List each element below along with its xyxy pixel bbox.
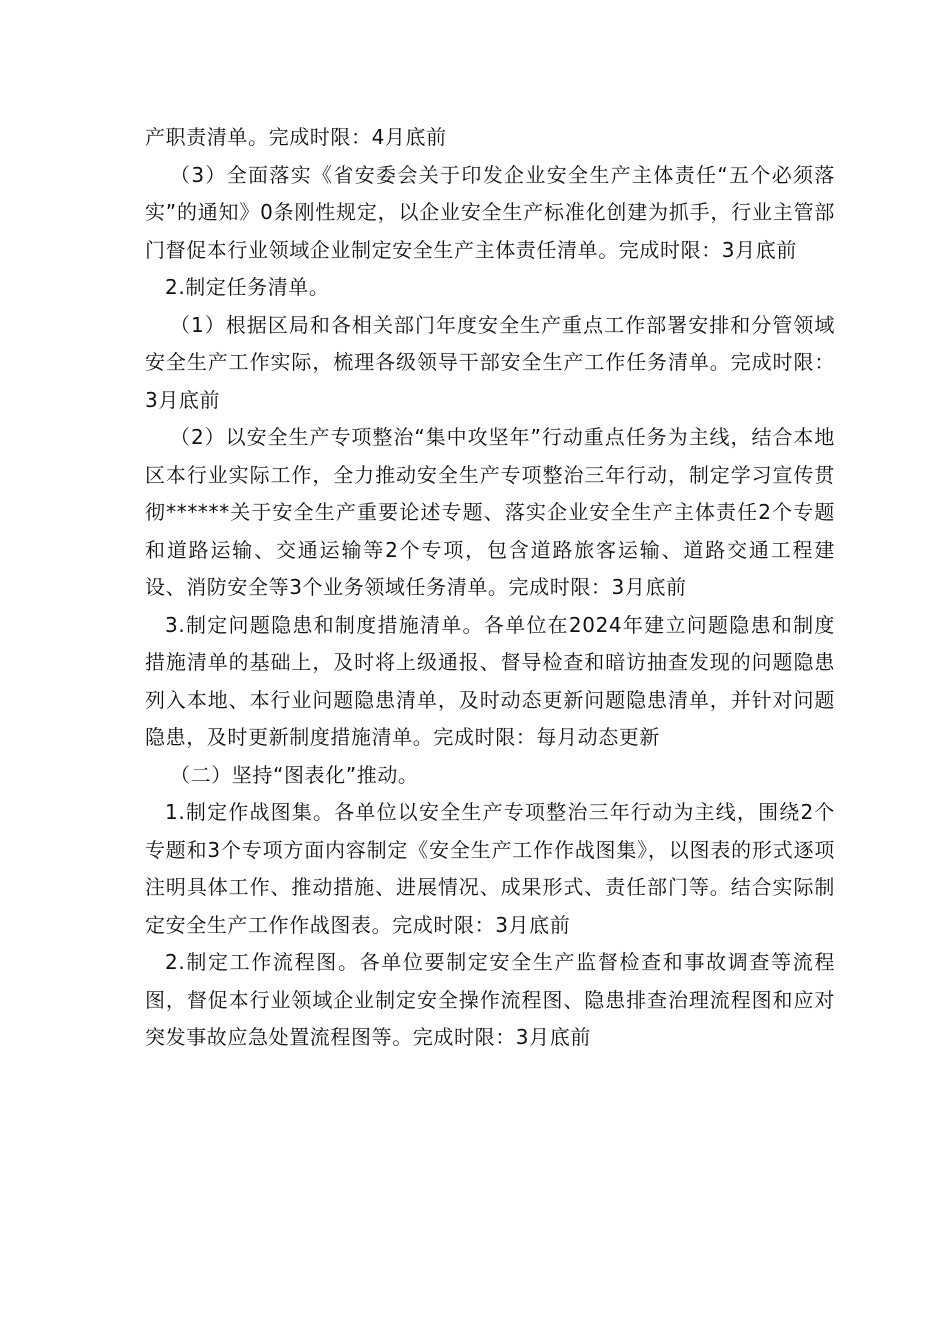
paragraph-continuation: 产职责清单。完成时限：4月底前 [145,125,447,149]
paragraph-hazard-list: 3.制定问题隐患和制度措施清单。各单位在2024年建立问题隐患和制度措施清单的基础上，及时将上级通报、督导检查和暗访抽查发现的问题隐患列入本地、本行业问题隐患清单，及时动态更新问题隐患清单，并针对问题隐患，及时更新制度措施清单。完成时限：每月动态更新 [145,612,835,749]
section-heading-charting: （二）坚持“图表化”推动。 [170,762,419,787]
paragraph-task-list-heading: 2.制定任务清单。 [165,275,330,299]
paragraph-battle-atlas: 1.制定作战图集。各单位以安全生产专项整治三年行动为主线，围绕2个专题和3个专项方面内容制定《安全生产工作作战图集》，以图表的形式逐项注明具体工作、推动措施、进展情况、成果形式、责任部门等。结合实际制定安全生产工作作战图表。完成时限：3月底前 [145,800,835,937]
paragraph-task-item-1: （1）根据区局和各相关部门年度安全生产重点工作部署安排和分管领域安全生产工作实际，梳理各级领导干部安全生产工作任务清单。完成时限：3月底前 [145,312,835,412]
paragraph-item-3: （3）全面落实《省安委会关于印发企业安全生产主体责任“五个必须落实”的通知》0条刚性规定，以企业安全生产标准化创建为抓手，行业主管部门督促本行业领域企业制定安全生产主体责任清单。完成时限：3月底前 [145,162,835,262]
paragraph-workflow-chart: 2.制定工作流程图。各单位要制定安全生产监督检查和事故调查等流程图，督促本行业领域企业制定安全操作流程图、隐患排查治理流程图和应对突发事故应急处置流程图等。完成时限：3月底前 [145,950,835,1049]
paragraph-task-item-2: （2）以安全生产专项整治“集中攻坚年”行动重点任务为主线，结合本地区本行业实际工作，全力推动安全生产专项整治三年行动，制定学习宣传贯彻******关于安全生产重要论述专题、落实企业安全生产主体责任2个专题和道路运输、交通运输等2个专项，包含道路旅客运输、道路交通工程建设、消防安全等3个业务领域任务清单。完成时限：3月底前 [145,425,835,599]
